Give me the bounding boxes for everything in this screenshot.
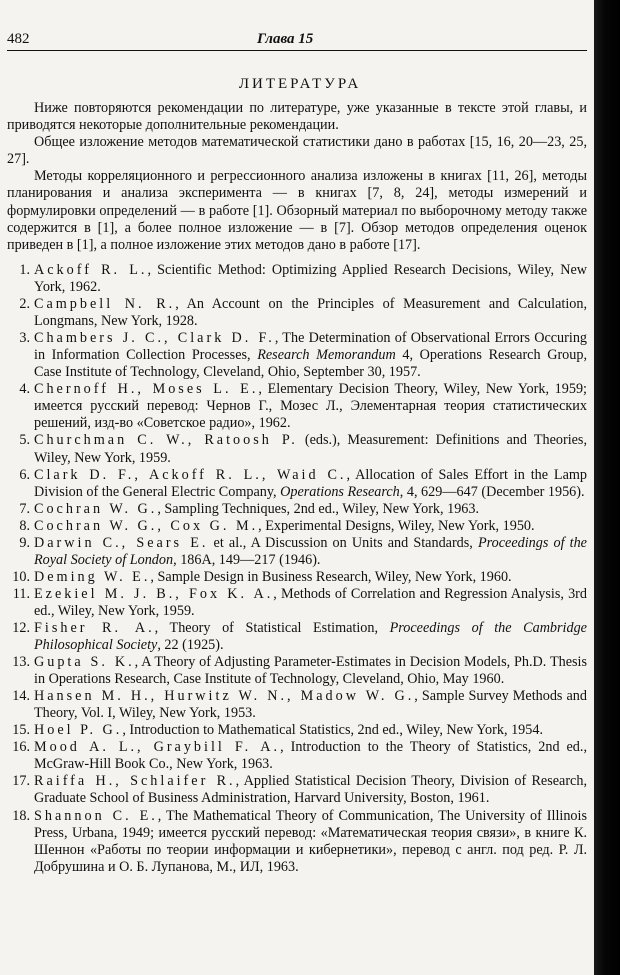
reference-author: Darwin C., Sears E. bbox=[34, 534, 209, 551]
reference-author: Gupta S. K. bbox=[34, 654, 135, 671]
reference-author: Ezekiel M. J. B., Fox K. A. bbox=[34, 585, 274, 602]
reference-text bbox=[34, 808, 587, 876]
reference-number: 11. bbox=[12, 585, 30, 602]
reference-body: , Methods of Correlation and Regression Analysis, 3rd ed., Wiley, New York, 1959. bbox=[34, 585, 587, 619]
reference-tail: , 22 (1925). bbox=[157, 637, 224, 654]
page-number: 482 bbox=[7, 31, 30, 47]
reference-text bbox=[34, 432, 587, 466]
reference-item bbox=[7, 296, 587, 330]
reference-text bbox=[34, 586, 587, 620]
reference-tail: , 186A, 149—217 (1946). bbox=[173, 551, 321, 568]
reference-item bbox=[7, 773, 587, 807]
reference-body: , Experimental Designs, Wiley, New York, 1950. bbox=[258, 517, 535, 534]
reference-text bbox=[34, 535, 587, 569]
intro-paragraph: Общее изложение методов математической статистики дано в работах [15, 16, 20—23, 25, 27]. bbox=[7, 134, 587, 168]
reference-body: , Sampling Techniques, 2nd ed., Wiley, New York, 1963. bbox=[157, 500, 480, 517]
reference-number: 13. bbox=[12, 654, 30, 671]
reference-number: 18. bbox=[12, 807, 30, 824]
reference-number: 10. bbox=[12, 568, 30, 585]
reference-number: 8. bbox=[19, 517, 30, 534]
reference-text bbox=[34, 722, 587, 739]
reference-body: , Allocation of Sales Effort in the Lamp Division of the General Electric Company, bbox=[34, 466, 587, 500]
reference-number: 4. bbox=[19, 381, 30, 398]
reference-author: Churchman C. W., Ratoosh P. bbox=[34, 432, 298, 449]
reference-body: , An Account on the Principles of Measurement and Calculation, Longmans, New York, 1928. bbox=[34, 296, 587, 330]
reference-journal: Proceedings of the Cambridge Philosophical Society bbox=[34, 619, 587, 654]
reference-number: 1. bbox=[19, 262, 30, 278]
reference-journal: Operations Research bbox=[280, 483, 400, 500]
reference-item bbox=[7, 518, 587, 535]
reference-author: Campbell N. R. bbox=[34, 296, 176, 313]
reference-text bbox=[34, 330, 587, 381]
reference-item bbox=[7, 535, 587, 569]
reference-item bbox=[7, 722, 587, 739]
reference-text bbox=[34, 296, 587, 330]
header-rule bbox=[7, 50, 587, 51]
reference-item bbox=[7, 467, 587, 501]
reference-author: Raiffa H., Schlaifer R. bbox=[34, 773, 236, 790]
reference-text bbox=[34, 739, 587, 773]
reference-author: Cochran W. G., Cox G. M. bbox=[34, 517, 259, 534]
reference-author: Hansen M. H., Hurwitz W. N., Madow W. G. bbox=[34, 688, 415, 705]
reference-body: et al., A Discussion on Units and Standards, bbox=[208, 534, 478, 551]
reference-item bbox=[7, 262, 587, 296]
reference-item bbox=[7, 569, 587, 586]
reference-number: 14. bbox=[12, 688, 30, 705]
reference-author: Mood A. L., Graybill F. A. bbox=[34, 739, 281, 756]
reference-body: , Sample Design in Business Research, Wiley, New York, 1960. bbox=[150, 568, 512, 585]
reference-number: 6. bbox=[19, 466, 30, 483]
reference-body: , Elementary Decision Theory, Wiley, New York, 1959; имеется русский перевод: Чернов Г., Мозес Л., Элементарная теория статистических решений, изд-во «Советское радио», 1962. bbox=[34, 381, 587, 432]
reference-author: Ackoff R. L. bbox=[34, 262, 148, 278]
reference-item bbox=[7, 739, 587, 773]
intro-paragraph: Методы корреляционного и регрессионного анализа изложены в книгах [11, 26], методы планирования и анализа эксперимента — в книгах [7, 8, 24], методы измерений и формулировки определений — в работе [1]. Обзорный материал по выборочному методу также содержится в [1], а более полное изложение — в [7]. Обзор методов определения оценок приведен в [1], а полное изложение этих методов дано в работе [17]. bbox=[7, 168, 587, 253]
reference-author: Clark D. F., Ackoff R. L., Waid C. bbox=[34, 466, 347, 483]
reference-journal: Proceedings of the Royal Society of London bbox=[34, 534, 587, 568]
intro-text bbox=[7, 100, 587, 254]
reference-text bbox=[34, 688, 587, 722]
reference-number: 17. bbox=[12, 773, 30, 790]
reference-item bbox=[7, 808, 587, 876]
reference-text bbox=[34, 501, 587, 518]
reference-body: , Theory of Statistical Estimation, bbox=[154, 619, 390, 636]
reference-tail: 4, Operations Research Group, Case Institute of Technology, Cleveland, Ohio, September 30, 1957. bbox=[34, 347, 588, 381]
reference-body: , Introduction to Mathematical Statistics, 2nd ed., Wiley, New York, 1954. bbox=[122, 722, 543, 739]
reference-body: , Applied Statistical Decision Theory, Division of Research, Graduate School of Business Administration, Harvard University, Boston, 1961. bbox=[34, 773, 587, 807]
reference-text bbox=[34, 518, 587, 535]
reference-tail: , 4, 629—647 (December 1956). bbox=[399, 483, 585, 500]
reference-body: , Introduction to the Theory of Statistics, 2nd ed., McGraw-Hill Book Co., New York, 1963. bbox=[34, 739, 587, 773]
reference-body: , The Mathematical Theory of Communication, The University of Illinois Press, Urbana, 1949; имеется русский перевод: «Математическая теория связи», в книге К. Шеннон «Работы по теории информации и кибернетики», перевод с англ. под ред. Р. Л. Добрушина и О. Б. Лупанова, М., ИЛ, 1963. bbox=[34, 807, 587, 875]
reference-list bbox=[7, 262, 587, 876]
reference-item bbox=[7, 654, 587, 688]
reference-body: , Scientific Method: Optimizing Applied Research Decisions, Wiley, New York, 1962. bbox=[34, 262, 587, 296]
reference-item bbox=[7, 330, 587, 381]
reference-text bbox=[34, 773, 587, 807]
section-title: ЛИТЕРАТУРА bbox=[238, 76, 362, 92]
reference-text bbox=[34, 262, 587, 296]
reference-number: 16. bbox=[12, 739, 30, 756]
reference-author: Deming W. E. bbox=[34, 568, 151, 585]
reference-body: (eds.), Measurement: Definitions and Theories, Wiley, New York, 1959. bbox=[34, 432, 587, 466]
intro-paragraph: Ниже повторяются рекомендации по литературе, уже указанные в тексте этой главы, и приводятся некоторые дополнительные рекомендации. bbox=[7, 100, 587, 134]
reference-body: , The Determination of Observational Errors Occuring in Information Collection Processes, bbox=[34, 330, 588, 364]
reference-number: 9. bbox=[19, 534, 30, 551]
reference-author: Chambers J. C., Clark D. F. bbox=[34, 330, 275, 347]
reference-text bbox=[34, 654, 587, 688]
reference-text bbox=[34, 620, 587, 654]
reference-text bbox=[34, 569, 587, 586]
chapter-title: Глава 15 bbox=[257, 31, 314, 47]
reference-number: 3. bbox=[19, 330, 30, 347]
reference-item bbox=[7, 620, 587, 654]
reference-number: 2. bbox=[19, 296, 30, 313]
reference-author: Shannon C. E. bbox=[34, 807, 158, 824]
reference-journal: Research Memorandum bbox=[257, 347, 396, 364]
reference-item bbox=[7, 688, 587, 722]
reference-body: , Sample Survey Methods and Theory, Vol. I, Wiley, New York, 1953. bbox=[34, 688, 587, 722]
reference-number: 7. bbox=[19, 500, 30, 517]
reference-number: 12. bbox=[12, 619, 30, 636]
reference-text bbox=[34, 467, 587, 501]
reference-item bbox=[7, 381, 587, 432]
reference-author: Cochran W. G. bbox=[34, 500, 158, 517]
reference-author: Fisher R. A. bbox=[34, 619, 155, 636]
reference-body: , A Theory of Adjusting Parameter-Estimates in Decision Models, Ph.D. Thesis in Operations Research, Case Institute of Technology, Cleveland, Ohio, May 1960. bbox=[34, 654, 587, 688]
reference-item bbox=[7, 501, 587, 518]
reference-item bbox=[7, 586, 587, 620]
reference-author: Chernoff H., Moses L. E. bbox=[34, 381, 259, 398]
page-edge-shadow bbox=[594, 0, 620, 975]
reference-author: Hoel P. G. bbox=[34, 722, 123, 739]
reference-number: 5. bbox=[19, 432, 30, 449]
reference-text bbox=[34, 381, 587, 432]
reference-item bbox=[7, 432, 587, 466]
reference-number: 15. bbox=[12, 722, 30, 739]
